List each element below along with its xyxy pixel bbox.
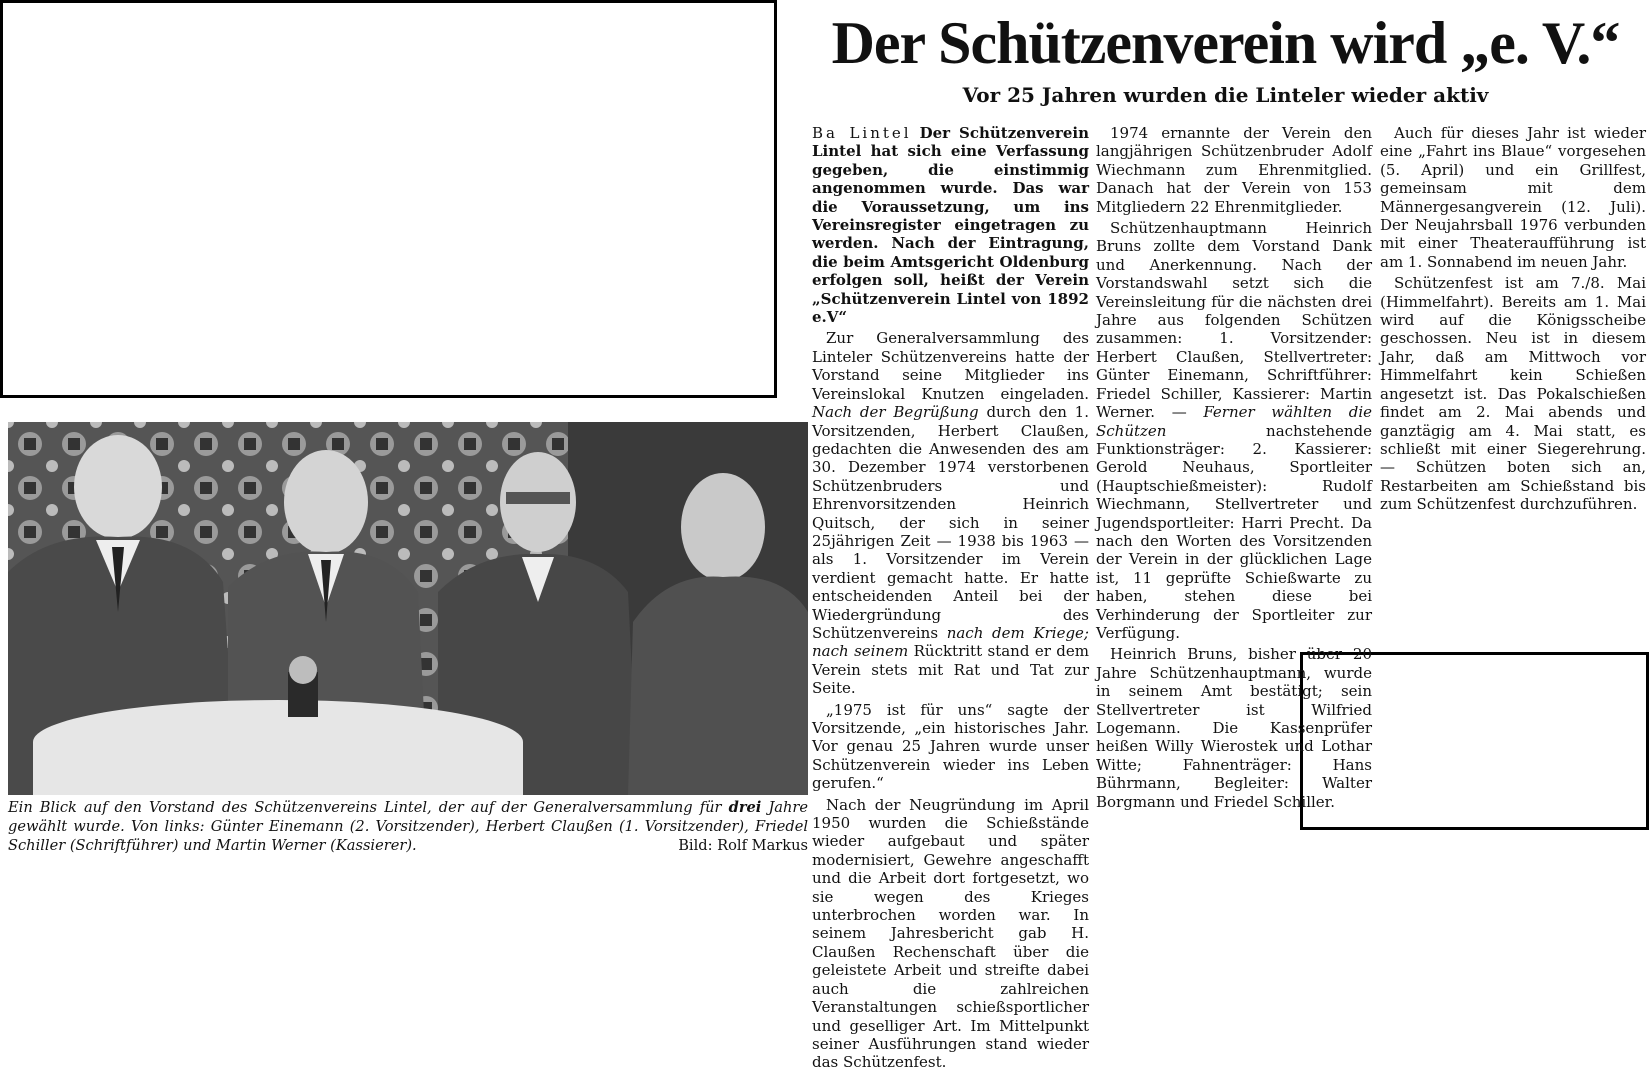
group-photo	[8, 422, 808, 795]
photo-illustration	[8, 422, 808, 795]
paragraph-5-italic: Ferner wählten die Schützen	[1096, 403, 1372, 440]
photo-credit: Bild: Rolf Markus	[678, 837, 808, 854]
paragraph-6: Heinrich Bruns, bisher über 20 Jahre Schützenhauptmann, wurde in seinem Amt bestätigt; sein Stellvertreter ist Wilfried Logemann. Die Kassenprüfer heißen Willy Wierostek und Lothar Witte; Fahnenträger: Hans Bührmann, Begleiter: Walter Borgmann und Friedel Schiller.	[1096, 645, 1372, 811]
article-column-2	[1096, 124, 1372, 814]
paragraph-5a: Schützenhauptmann Heinrich Bruns zollte dem Vorstand Dank und Anerkennung. Nach der Vorstandswahl setzt sich die Vereinsleitung für die nächsten drei Jahre aus folgenden Schützen zusammen: 1. Vorsitzender: Herbert Claußen, Stellvertreter: Günter Einemann, Schriftführer: Friedel Schiller, Kassierer: Martin Werner. —	[1096, 219, 1372, 422]
paragraph-1a: Zur Generalversammlung des Linteler Schützenvereins hatte der Vorstand seine Mitglieder ins Vereinslokal Knutzen eingeladen.	[812, 329, 1089, 403]
paragraph-1b: durch den 1. Vorsitzenden, Herbert Claußen, gedachten die Anwesenden des am 30. Dezember 1974 verstorbenen Schützenbruders und Ehrenvorsitzenden Heinrich Quitsch, der sich in seiner 25jährigen Zeit — 1938 bis 1963 — als 1. Vorsitzender im Verein verdient gemacht hatte. Er hatte entscheidenden Anteil bei der Wiedergründung des Schützenvereins	[812, 403, 1089, 642]
caption-text-a: Ein Blick auf den Vorstand des Schützenvereins Lintel, der auf der Generalversammlung für	[8, 799, 722, 816]
paragraph-5	[1096, 219, 1372, 642]
caption-text-b: Jahre gewählt wurde. Von links: Günter Einemann (2. Vorsitzender), Herbert Claußen (1. Vorsitzender), Friedel Schiller (Schriftführer) und Martin Werner (Kassierer).	[8, 799, 809, 854]
redaction-box-top-left	[0, 0, 777, 398]
article-column-1	[812, 124, 1089, 1075]
paragraph-5b: nachstehende Funktionsträger: 2. Kassierer: Gerold Neuhaus, Sportleiter (Hauptschießmeister): Rudolf Wiechmann, Stellvertreter und Jugendsportleiter: Harri Precht. Da nach den Worten des Vorsitzenden der Verein in der glücklichen Lage ist, 11 geprüfte Schießwarte zu haben, stehen diese bei Verhinderung der Sportleiter zur Verfügung.	[1096, 421, 1372, 642]
caption-bold: drei	[728, 799, 762, 816]
paragraph-3: Nach der Neugründung im April 1950 wurden die Schießstände wieder aufgebaut und später modernisiert, Gewehre angeschafft und die Arbeit dort fortgesetzt, wo sie wegen des Krieges unterbrochen worden war. In seinem Jahresbericht gab H. Claußen Rechenschaft über die geleistete Arbeit und streifte dabei auch die zahlreichen Veranstaltungen schießsportlicher und geselliger Art. Im Mittelpunkt seiner Ausführungen stand wieder das Schützenfest.	[812, 795, 1089, 1072]
paragraph-7: Auch für dieses Jahr ist wieder eine „Fahrt ins Blaue“ vorgesehen (5. April) und ein Grillfest, gemeinsam mit dem Männergesangverein (12. Juli). Der Neujahrsball 1976 verbunden mit einer Theateraufführung ist am 1. Sonnabend im neuen Jahr.	[1380, 124, 1646, 271]
headline: Der Schützenverein wird „e. V.“	[831, 10, 1620, 76]
paragraph-1-italic-b: nach dem Kriege; nach seinem	[812, 623, 1089, 661]
dateline: Ba Lintel	[812, 124, 912, 142]
paragraph-8: Schützenfest ist am 7./8. Mai (Himmelfahrt). Bereits am 1. Mai wird auf die Königsscheibe geschossen. Neu ist in diesem Jahr, daß am Mittwoch vor Himmelfahrt kein Schießen angesetzt ist. Das Pokalschießen findet am 2. Mai abends und ganztägig am 4. Mai statt, es schließt mit einer Siegerehrung. — Schützen boten sich an, Restarbeiten am Schießstand bis zum Schützenfest durchzuführen.	[1380, 274, 1646, 514]
photo-caption	[8, 798, 808, 855]
paragraph-2: „1975 ist für uns“ sagte der Vorsitzende, „ein historisches Jahr. Vor genau 25 Jahren wurde unser Schützenverein wieder ins Leben gerufen.“	[812, 700, 1089, 793]
paragraph-1	[812, 329, 1089, 697]
article-column-3	[1380, 124, 1646, 517]
subheadline: Vor 25 Jahren wurden die Linteler wieder aktiv	[962, 83, 1489, 107]
paragraph-1c: Rücktritt stand er dem Verein stets mit Rat und Tat zur Seite.	[812, 642, 1089, 698]
paragraph-4: 1974 ernannte der Verein den langjährigen Schützenbruder Adolf Wiechmann zum Ehrenmitglied. Danach hat der Verein von 153 Mitgliedern 22 Ehrenmitglieder.	[1096, 124, 1372, 216]
lead-text: Der Schützenverein Lintel hat sich eine Verfassung gegeben, die einstimmig angenommen wurde. Das war die Voraussetzung, um ins Vereinsregister eingetragen zu werden. Nach der Eintragung, die beim Amtsgericht Oldenburg erfolgen soll, heißt der Verein „Schützenverein Lintel von 1892 e.V“	[812, 124, 1089, 327]
paragraph-1-italic-a: Nach der Begrüßung	[812, 403, 979, 422]
lead-paragraph	[812, 124, 1089, 326]
